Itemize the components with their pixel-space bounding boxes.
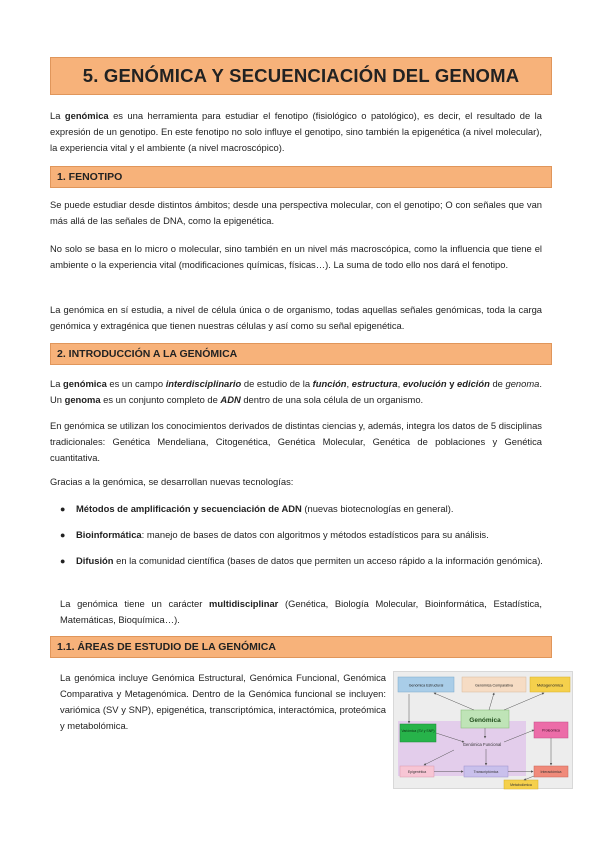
metagenomica-label: Metagenómica — [536, 682, 564, 688]
intro-paragraph: La genómica es una herramienta para estudiar el fenotipo (fisiológico o patológico), es decir, el resultado de la expresión de un genotipo. En este fenotipo no solo influye el genotipo, sino también la epigenética (a nivel molecular), la experiencia vital y el ambiente (a nivel macroscópico). — [50, 110, 542, 153]
introduccion-paragraph-1: La genómica es un campo interdisciplinario de estudio de la función, estructura, evolución y edición de genoma. Un genoma es un conjunto completo de ADN dentro de una sola célula de un organismo. — [50, 378, 542, 405]
fenotipo-paragraph-2: No solo se basa en lo micro o molecular, sino también en un nivel más macroscópica, como la influencia que tiene el ambiente o la experiencia vital (modificaciones químicas, físicas…). La suma de todo ello nos dará el fenotipo. — [50, 243, 542, 270]
bullet-icon: ● — [60, 504, 66, 514]
arrow — [434, 693, 474, 710]
variomica-box — [400, 724, 436, 742]
diagram-svg — [394, 672, 574, 790]
interactomica-label: Interactómica — [540, 770, 562, 774]
introduccion-paragraph-2: En genómica se utilizan los conocimientos derivados de distintas ciencias y, además, integra los datos de 5 disciplinas tradicionales: Genética Mendeliana, Citogenética, Genética Molecular, Genética de poblaciones y Genética cuantitativa. — [50, 420, 542, 463]
funcional-label: Genómica Funcional — [462, 742, 502, 747]
bullet-icon: ● — [60, 556, 66, 566]
bullet-icon: ● — [60, 530, 66, 540]
page-title: 5. GENÓMICA Y SECUENCIACIÓN DEL GENOMA — [82, 65, 520, 86]
variomica-label: Variómica (SV y SNP) — [401, 729, 435, 733]
fenotipo-paragraph-3: La genómica en sí estudia, a nivel de célula única o de organismo, todas aquellas señales genómicas, toda la carga genómica y extragénica que tienen nuestras células y así como su señal epigenética. — [50, 304, 542, 331]
epigenetica-label: Epigenética — [407, 770, 427, 774]
areas-paragraph: La genómica incluye Genómica Estructural, Genómica Funcional, Genómica Comparativa y Metagenómica. Dentro de la Genómica funcional se incluyen: variómica (SV y SNP), epigenética, transcriptómica, interactómica, proteómica y metabolómica. — [60, 672, 386, 731]
arrow — [524, 776, 534, 780]
fenotipo-paragraph-1: Se puede estudiar desde distintos ámbitos; desde una perspectiva molecular, con el genotipo; O con señales que van más allá de las señales de DNA, como la epigenética. — [50, 199, 542, 226]
section-heading-fenotipo: 1. FENOTIPO — [50, 166, 552, 188]
arrow — [489, 693, 494, 710]
section-heading-introduccion: 2. INTRODUCCIÓN A LA GENÓMICA — [50, 343, 552, 365]
introduccion-paragraph-3: Gracias a la genómica, se desarrollan nuevas tecnologías: — [50, 476, 294, 487]
introduccion-paragraph-4: La genómica tiene un carácter multidisciplinar (Genética, Biología Molecular, Bioinformática, Estadística, Matemáticas, Bioquímica…). — [60, 598, 542, 625]
list-item: ● Bioinformática: manejo de bases de datos con algoritmos y métodos estadísticos para su análisis. — [76, 527, 546, 543]
estructural-label: Genómica Estructural — [408, 683, 444, 688]
page-title-box — [50, 57, 552, 95]
list-item: ● Difusión en la comunidad científica (bases de datos que permiten un acceso rápido a la información genómica). — [76, 553, 546, 569]
transcriptomica-label: Transcriptómica — [473, 770, 499, 774]
list-item: ● Métodos de amplificación y secuenciación de ADN (nuevas biotecnologías en general). — [76, 501, 546, 517]
arrow — [504, 693, 544, 710]
section-heading-areas: 1.1. ÁREAS DE ESTUDIO DE LA GENÓMICA — [50, 636, 552, 658]
comparativa-label: Genómica Comparativa — [475, 683, 513, 688]
genomics-areas-diagram — [393, 671, 573, 789]
genomica-label: Genómica — [469, 717, 501, 724]
metabolomica-label: Metabolómica — [510, 783, 532, 787]
proteomica-label: Proteómica — [542, 728, 560, 733]
